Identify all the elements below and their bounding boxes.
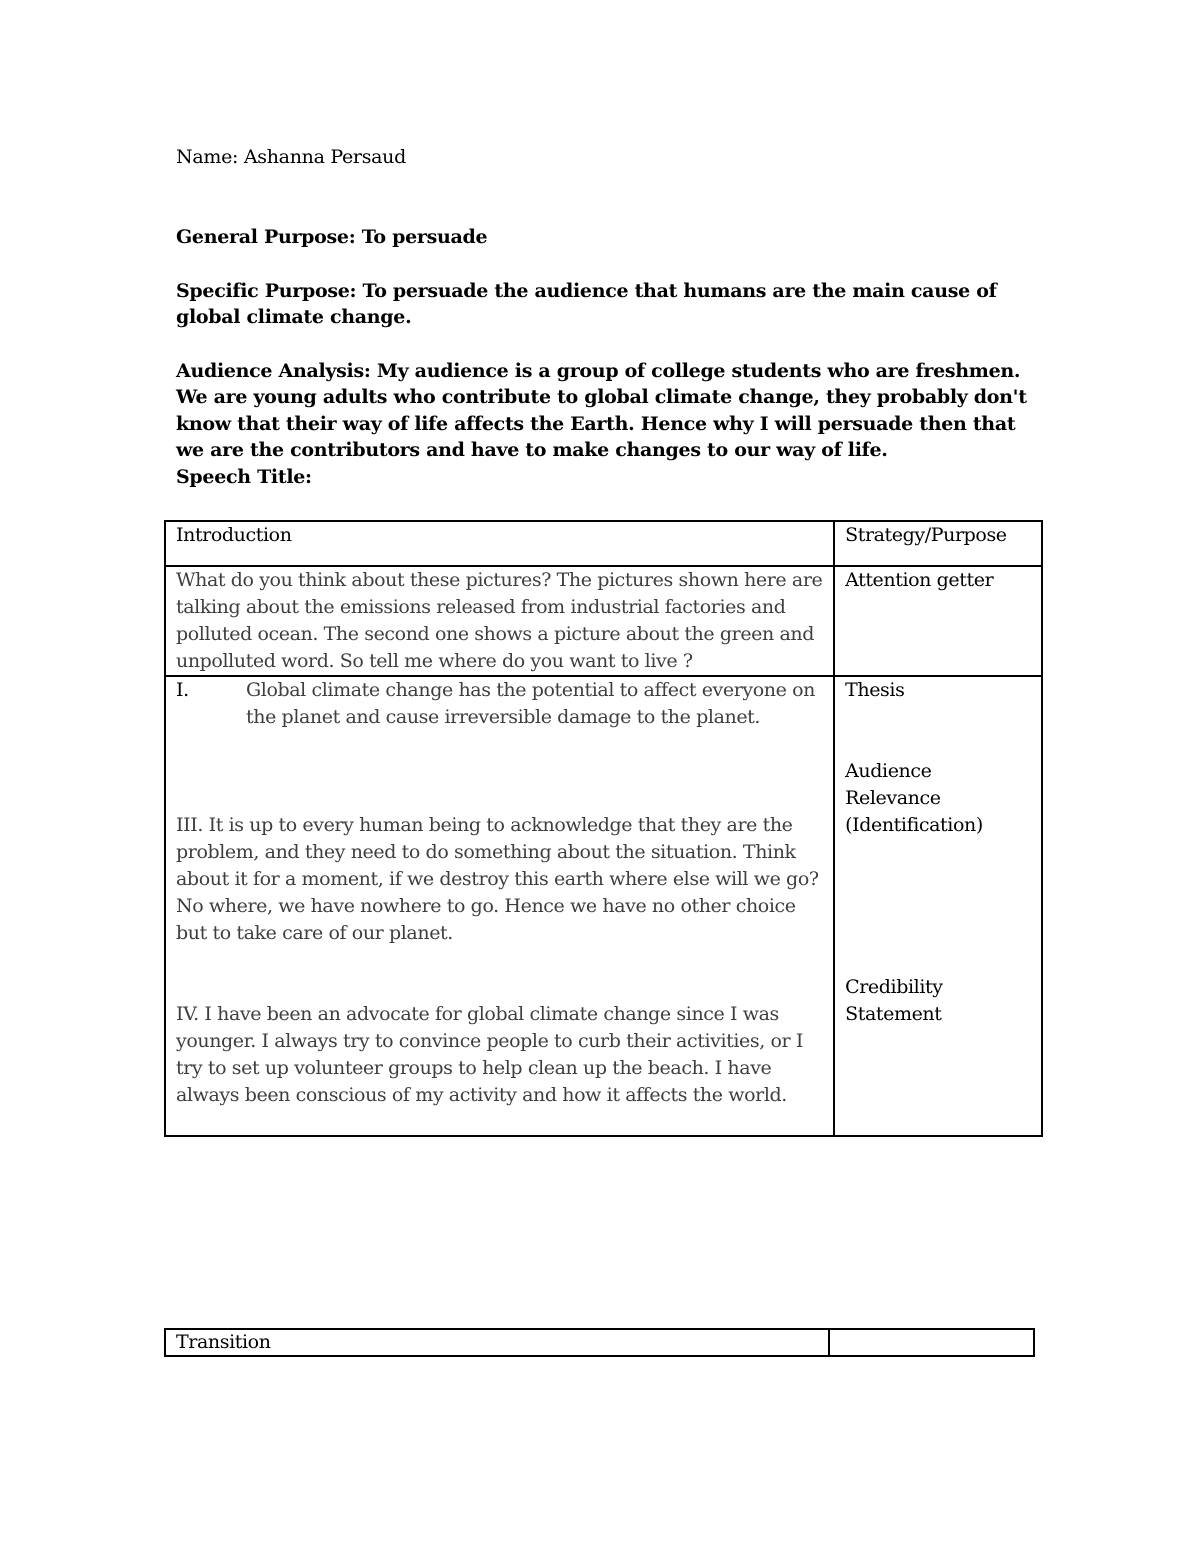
credibility-statement-label: Credibility Statement [845,976,943,1025]
transition-label: Transition [165,1329,829,1356]
table-row [165,1329,1034,1356]
attention-getter-text: What do you think about these pictures? The pictures shown here are talking about the emissions released from industrial factories and polluted ocean. The second one shows a picture about the green and unpolluted word. So tell me where do you want to live ? [165,566,834,676]
body-cell [165,676,834,1136]
thesis-text: Global climate change has the potential to affect everyone on the planet and cause irreversible damage to the planet. [246,679,815,728]
transition-strategy-cell [829,1329,1034,1356]
general-purpose: General Purpose: To persuade [176,226,488,248]
thesis-label: Thesis [845,679,905,701]
specific-purpose: Specific Purpose: To persuade the audience that humans are the main cause of global climate change. [176,279,997,328]
table-row [165,566,1042,676]
audience-relevance-text: III. It is up to every human being to acknowledge that they are the problem, and they need to do something about the situation. Think about it for a moment, if we destroy this earth where else will we go? No where, we have nowhere to go. Hence we have no other choice but to take care of our planet. [176,814,819,944]
introduction-header: Introduction [165,521,834,566]
table-header-row [165,521,1042,566]
transition-table [164,1328,1035,1357]
speech-title: Speech Title: [176,465,312,488]
thesis-item [176,677,823,731]
credibility-statement-text: IV. I have been an advocate for global climate change since I was younger. I always try to convince people to curb their activities, or I try to set up volunteer groups to help clean up the beach. I have always been conscious of my activity and how it affects the world. [176,1003,803,1106]
table-row [165,676,1042,1136]
strategy-cell [834,676,1042,1136]
introduction-table [164,520,1043,1137]
speech-header [176,224,1036,490]
student-name: Name: Ashanna Persaud [176,146,406,168]
audience-analysis: Audience Analysis: My audience is a group of college students who are freshmen. We are young adults who contribute to global climate change, they probably don't know that their way of life affects the Earth. Hence why I will persuade then that we are the contributors and have to make changes to our way of life. [176,359,1027,461]
attention-getter-label: Attention getter [834,566,1042,676]
audience-relevance-label: Audience Relevance (Identification) [845,760,983,836]
strategy-purpose-header: Strategy/Purpose [834,521,1042,566]
thesis-numeral: I. [176,679,189,701]
